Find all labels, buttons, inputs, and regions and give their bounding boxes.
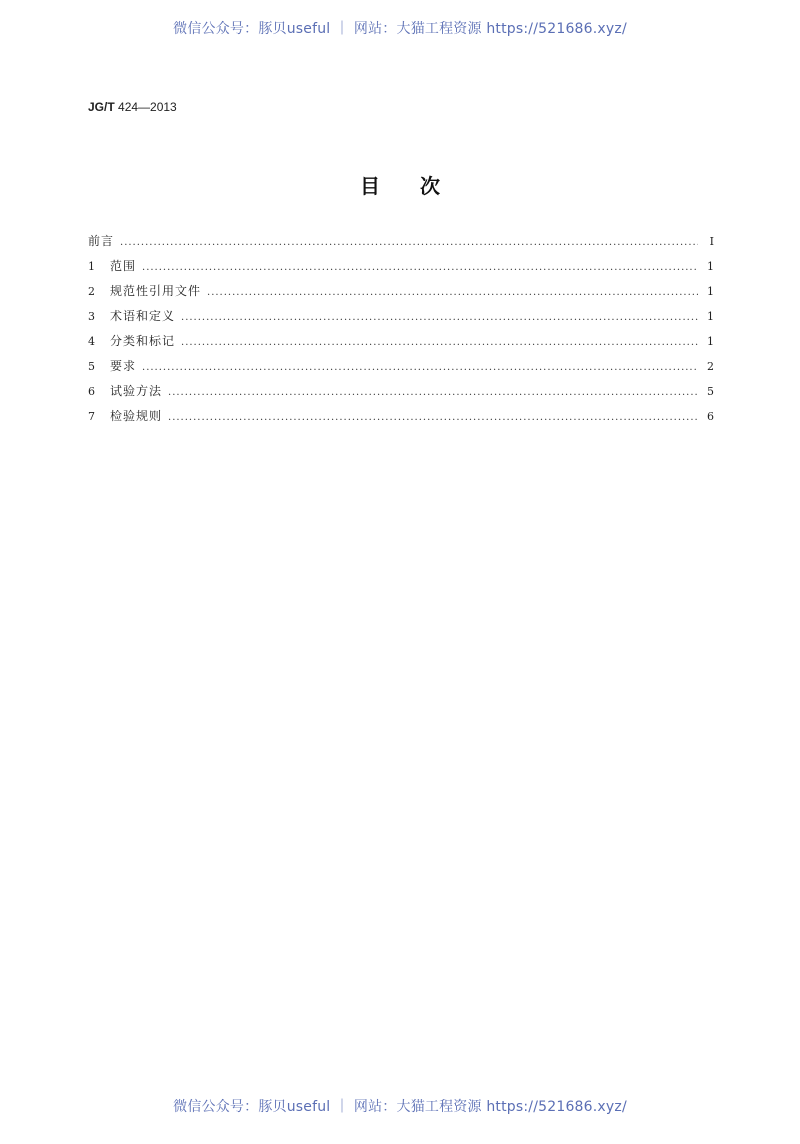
toc-entry-label: 规范性引用文件 bbox=[110, 284, 202, 298]
watermark-bottom: 微信公众号：豚贝useful ｜ 网站：大猫工程资源 https://521686.xyz/ bbox=[173, 1099, 627, 1115]
toc-entry-normative-references[interactable] bbox=[88, 282, 714, 307]
toc-entry-label: 分类和标记 bbox=[110, 334, 176, 348]
toc-entry-number: 5 bbox=[88, 360, 95, 373]
toc-entry-page: 1 bbox=[707, 285, 714, 298]
toc-entry-scope[interactable] bbox=[88, 257, 714, 282]
toc-entry-number: 6 bbox=[88, 385, 95, 398]
standard-code-prefix: JG/T bbox=[88, 100, 115, 114]
toc-entry-page: 6 bbox=[707, 410, 714, 423]
toc-entry-label: 试验方法 bbox=[110, 384, 163, 398]
toc-entry-number: 7 bbox=[88, 410, 95, 423]
toc-entry-number: 4 bbox=[88, 335, 95, 348]
toc-entry-terms-definitions[interactable] bbox=[88, 307, 714, 332]
watermark-top: 微信公众号：豚贝useful ｜ 网站：大猫工程资源 https://521686.xyz/ bbox=[173, 21, 627, 37]
toc-leader-dots bbox=[181, 312, 698, 323]
toc-entry-classification-marking[interactable] bbox=[88, 332, 714, 357]
toc-leader-dots bbox=[120, 237, 698, 248]
standard-code-number: 424—2013 bbox=[118, 100, 177, 114]
toc-entry-page: 2 bbox=[707, 360, 714, 373]
toc-leader-dots bbox=[168, 412, 698, 423]
toc-entry-page: 1 bbox=[707, 335, 714, 348]
standard-code bbox=[88, 100, 177, 114]
toc-entry-test-methods[interactable] bbox=[88, 382, 714, 407]
toc-entry-requirements[interactable] bbox=[88, 357, 714, 382]
toc-entry-number: 3 bbox=[88, 310, 95, 323]
toc-entry-number: 2 bbox=[88, 285, 95, 298]
toc-leader-dots bbox=[168, 387, 698, 398]
toc-entry-number: 1 bbox=[88, 260, 95, 273]
page-title: 目次 bbox=[360, 174, 480, 198]
toc-leader-dots bbox=[181, 337, 698, 348]
table-of-contents bbox=[88, 232, 714, 432]
toc-entry-page: 5 bbox=[707, 385, 714, 398]
toc-entry-label: 范围 bbox=[110, 259, 137, 273]
toc-entry-label: 要求 bbox=[110, 359, 137, 373]
toc-entry-page: Ⅰ bbox=[709, 235, 714, 248]
toc-entry-foreword[interactable] bbox=[88, 232, 714, 257]
toc-leader-dots bbox=[142, 362, 698, 373]
toc-entry-inspection-rules[interactable] bbox=[88, 407, 714, 432]
toc-entry-label: 术语和定义 bbox=[110, 309, 176, 323]
toc-entry-label: 检验规则 bbox=[110, 409, 163, 423]
toc-leader-dots bbox=[207, 287, 698, 298]
toc-entry-page: 1 bbox=[707, 260, 714, 273]
toc-leader-dots bbox=[142, 262, 698, 273]
toc-entry-page: 1 bbox=[707, 310, 714, 323]
toc-entry-label: 前言 bbox=[88, 234, 115, 248]
